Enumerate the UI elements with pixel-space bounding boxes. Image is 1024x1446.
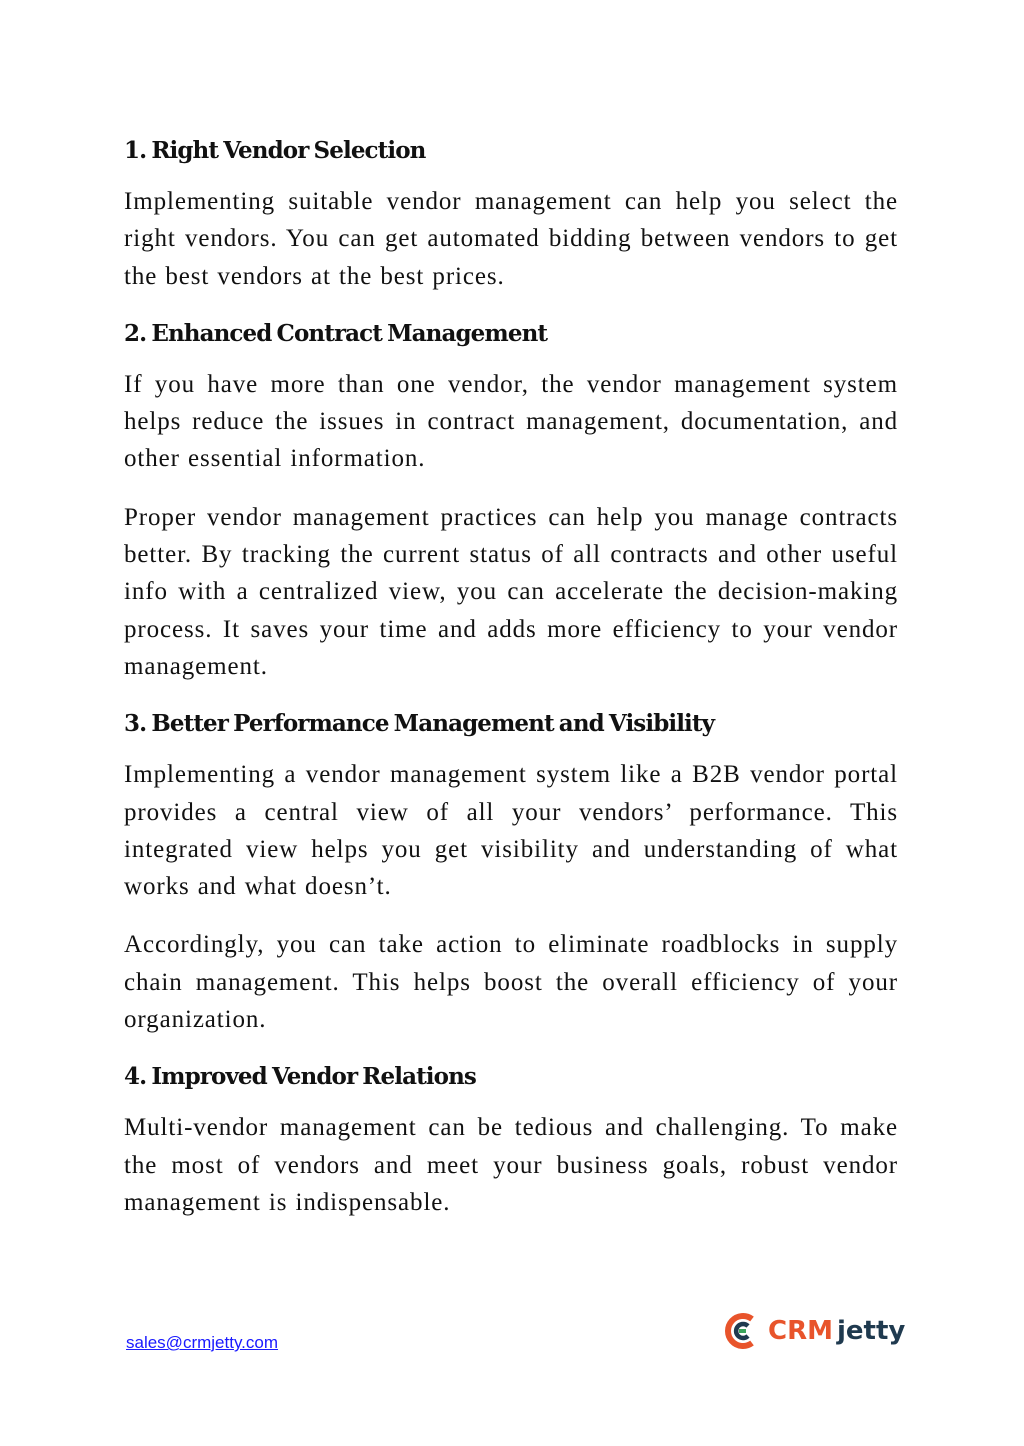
section-heading: 1. Right Vendor Selection (124, 137, 426, 164)
section-heading: 4. Improved Vendor Relations (124, 1063, 476, 1091)
section-heading: 3. Better Performance Management and Visibility (124, 710, 715, 738)
section-paragraph: Implementing suitable vendor management can help you select the right vendors. You can get automated bidding between vendors to get the best vendors at the best prices. (124, 188, 898, 290)
document-body (124, 133, 898, 1242)
crmjetty-logo (722, 1309, 905, 1353)
section-enhanced-contract-management (124, 316, 898, 685)
footer-email-link[interactable]: sales@crmjetty.com (126, 1333, 279, 1352)
section-right-vendor-selection (124, 133, 898, 295)
section-paragraph: Accordingly, you can take action to eliminate roadblocks in supply chain management. This helps boost the overall efficiency of your organization. (124, 931, 898, 1034)
section-paragraph: Proper vendor management practices can help you manage contracts better. By tracking the current status of all contracts and other useful info with a centralized view, you can accelerate the decision-making process. It saves your time and adds more efficiency to your vendor management. (124, 503, 898, 680)
section-paragraph: If you have more than one vendor, the vendor management system helps reduce the issues in contract management, documentation, and other essential information. (124, 370, 898, 473)
section-heading: 2. Enhanced Contract Management (124, 319, 548, 347)
section-improved-vendor-relations (124, 1059, 898, 1221)
logo-text-jetty: jetty (836, 1316, 906, 1346)
crmjetty-logo-icon (722, 1311, 762, 1351)
section-paragraph: Multi-vendor management can be tedious and challenging. To make the most of vendors and meet your business goals, robust vendor management is indispensable. (124, 1114, 898, 1216)
logo-text-crm: CRM (768, 1316, 833, 1346)
section-paragraph: Implementing a vendor management system like a B2B vendor portal provides a central view of all your vendors’ performance. This integrated view helps you get visibility and understanding of what works and what doesn’t. (124, 761, 898, 901)
section-performance-management (124, 706, 898, 1038)
